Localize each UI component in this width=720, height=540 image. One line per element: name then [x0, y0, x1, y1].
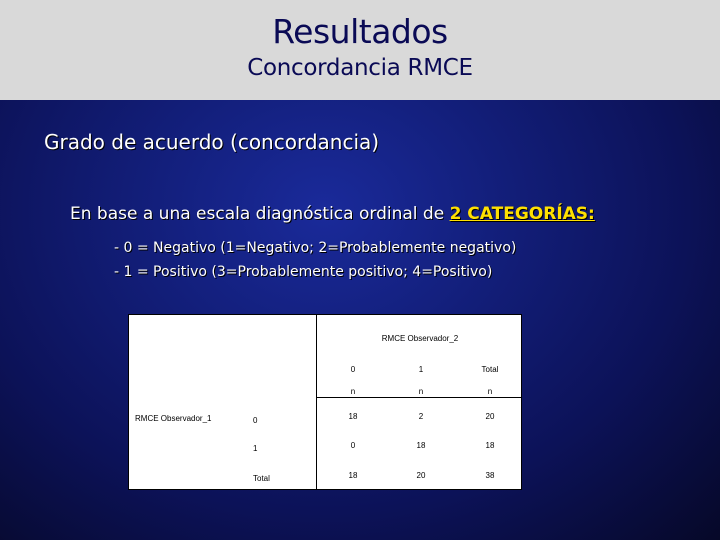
table-cell: 2	[418, 412, 424, 421]
col-header-total: Total	[481, 365, 499, 374]
table-cell: 0	[350, 441, 356, 450]
intro-text	[70, 204, 595, 224]
row-label-1: 1	[253, 444, 258, 453]
table-cell: 20	[416, 471, 426, 480]
table-cell: 38	[485, 471, 495, 480]
intro-body: En base a una escala diagnóstica ordinal de	[70, 204, 450, 224]
row-label-0: 0	[253, 416, 258, 425]
slide-title: Resultados	[272, 12, 448, 51]
categories-highlight: 2 CATEGORÍAS:	[449, 204, 595, 224]
table-cell: 18	[485, 441, 495, 450]
table-cell: 18	[416, 441, 426, 450]
category-item-1: - 1 = Positivo (3=Probablemente positivo; 4=Positivo)	[114, 264, 493, 280]
category-item-0: - 0 = Negativo (1=Negativo; 2=Probablemente negativo)	[114, 240, 517, 256]
row-group-header: RMCE Observador_1	[135, 414, 212, 423]
col-header-0: 0	[350, 365, 356, 374]
col-subheader-0: n	[350, 387, 356, 396]
title-bar	[0, 0, 720, 100]
row-label-total: Total	[253, 474, 270, 483]
col-subheader-1: n	[418, 387, 424, 396]
col-subheader-total: n	[487, 387, 493, 396]
table-cell: 18	[348, 471, 358, 480]
table-cell: 20	[485, 412, 495, 421]
crosstab-table	[128, 314, 522, 490]
slide-subtitle: Concordancia RMCE	[247, 55, 473, 81]
col-group-header: RMCE Observador_2	[381, 334, 459, 343]
col-header-1: 1	[418, 365, 424, 374]
category-list	[114, 236, 516, 284]
section-heading: Grado de acuerdo (concordancia)	[44, 130, 380, 154]
table-divider-horizontal	[316, 397, 521, 398]
table-divider-vertical	[316, 315, 317, 489]
table-cell: 18	[348, 412, 358, 421]
